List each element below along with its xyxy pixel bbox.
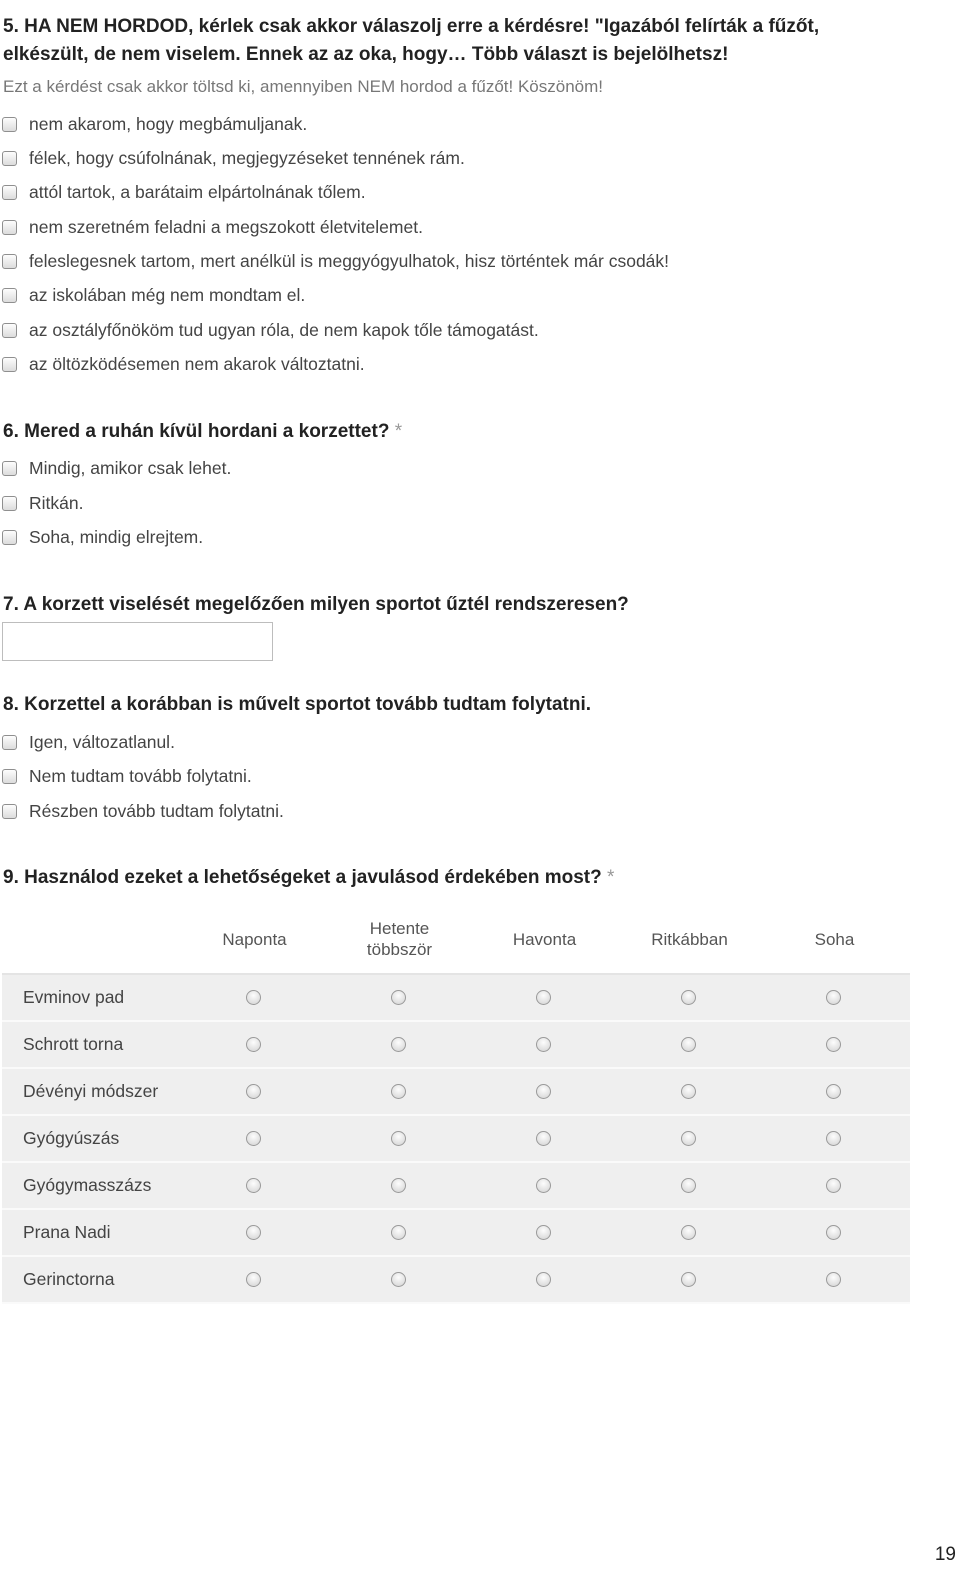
checkbox[interactable] [2, 220, 17, 235]
q5-option[interactable] [2, 180, 366, 204]
checkbox[interactable] [2, 530, 17, 545]
q6-title-text: 6. Mered a ruhán kívül hordani a korzettet? [3, 421, 390, 442]
radio-button[interactable] [391, 990, 406, 1005]
option-label: feleslegesnek tartom, mert anélkül is meggyógyulhatok, hisz történtek már csodák! [29, 250, 670, 271]
checkbox[interactable] [2, 357, 17, 372]
radio-button[interactable] [826, 1037, 841, 1052]
checkbox[interactable] [2, 185, 17, 200]
option-label: Igen, változatlanul. [29, 731, 175, 752]
checkbox[interactable] [2, 254, 17, 269]
q5-option[interactable] [2, 283, 305, 307]
grid-row-label: Prana Nadi [23, 1222, 111, 1242]
q6-option[interactable] [2, 491, 83, 515]
checkbox[interactable] [2, 496, 17, 511]
grid-column-header: Naponta [222, 929, 287, 949]
radio-button[interactable] [246, 1037, 261, 1052]
grid-row [2, 1257, 910, 1304]
radio-button[interactable] [681, 990, 696, 1005]
checkbox[interactable] [2, 323, 17, 338]
q8-option[interactable] [2, 799, 284, 823]
grid-row-label: Evminov pad [23, 987, 125, 1007]
option-label: Mindig, amikor csak lehet. [29, 457, 232, 478]
q5-option[interactable] [2, 146, 465, 170]
q6-option[interactable] [2, 525, 203, 549]
q9-grid-header [2, 905, 910, 975]
option-label: Nem tudtam tovább folytatni. [29, 765, 252, 786]
required-mark: * [607, 867, 615, 888]
option-label: Ritkán. [29, 492, 84, 513]
q8-title: 8. Korzettel a korábban is művelt sportot tovább tudtam folytatni. [3, 694, 592, 715]
radio-button[interactable] [391, 1084, 406, 1099]
option-label: attól tartok, a barátaim elpártolnának tőlem. [29, 181, 366, 202]
grid-row-label: Dévényi módszer [23, 1081, 159, 1101]
option-label: félek, hogy csúfolnának, megjegyzéseket tennének rám. [29, 147, 465, 168]
radio-button[interactable] [826, 1225, 841, 1240]
q6-option[interactable] [2, 456, 231, 480]
checkbox[interactable] [2, 117, 17, 132]
radio-button[interactable] [391, 1225, 406, 1240]
q5-option[interactable] [2, 318, 539, 342]
option-label: az osztályfőnököm tud ugyan róla, de nem kapok tőle támogatást. [29, 319, 539, 340]
radio-button[interactable] [826, 1084, 841, 1099]
q9-grid [2, 905, 910, 1304]
checkbox[interactable] [2, 461, 17, 476]
grid-row-label: Gerinctorna [23, 1269, 115, 1289]
checkbox[interactable] [2, 769, 17, 784]
option-label: nem szeretném feladni a megszokott életvitelemet. [29, 216, 423, 237]
q5-option[interactable] [2, 215, 423, 239]
radio-button[interactable] [536, 1178, 551, 1193]
checkbox[interactable] [2, 735, 17, 750]
radio-button[interactable] [536, 1037, 551, 1052]
grid-column-header: Ritkábban [651, 929, 728, 949]
grid-column-header: Hetente többször [366, 919, 433, 959]
grid-column-header: Soha [814, 929, 855, 949]
radio-button[interactable] [246, 1178, 261, 1193]
grid-row [2, 975, 910, 1022]
option-label: Soha, mindig elrejtem. [29, 526, 204, 547]
q8-option[interactable] [2, 764, 252, 788]
option-label: Részben tovább tudtam folytatni. [29, 800, 284, 821]
radio-button[interactable] [681, 1131, 696, 1146]
radio-button[interactable] [826, 1272, 841, 1287]
radio-button[interactable] [246, 1225, 261, 1240]
q5-title-line1: 5. HA NEM HORDOD, kérlek csak akkor válaszolj erre a kérdésre! "Igazából felírták a fűzőt, [3, 16, 820, 37]
option-label: az iskolában még nem mondtam el. [29, 284, 306, 305]
radio-button[interactable] [681, 1225, 696, 1240]
radio-button[interactable] [536, 1131, 551, 1146]
q9-grid-rows [2, 975, 910, 1304]
q5-title [3, 13, 819, 69]
grid-row-label: Schrott torna [23, 1034, 124, 1054]
radio-button[interactable] [826, 1131, 841, 1146]
radio-button[interactable] [391, 1037, 406, 1052]
radio-button[interactable] [536, 1272, 551, 1287]
grid-column-header: Havonta [512, 929, 577, 949]
radio-button[interactable] [391, 1131, 406, 1146]
checkbox[interactable] [2, 151, 17, 166]
radio-button[interactable] [826, 1178, 841, 1193]
q7-title: 7. A korzett viselését megelőzően milyen sportot űztél rendszeresen? [3, 594, 629, 615]
radio-button[interactable] [826, 990, 841, 1005]
grid-row [2, 1022, 910, 1069]
radio-button[interactable] [536, 1084, 551, 1099]
q5-title-line2: elkészült, de nem viselem. Ennek az az oka, hogy… Több választ is bejelölhetsz! [3, 44, 729, 65]
radio-button[interactable] [681, 1037, 696, 1052]
grid-row [2, 1069, 910, 1116]
radio-button[interactable] [681, 1272, 696, 1287]
grid-row [2, 1210, 910, 1257]
radio-button[interactable] [681, 1178, 696, 1193]
grid-row-label: Gyógymasszázs [23, 1175, 152, 1195]
option-label: nem akarom, hogy megbámuljanak. [29, 113, 308, 134]
q5-option[interactable] [2, 112, 307, 136]
grid-row [2, 1116, 910, 1163]
radio-button[interactable] [391, 1272, 406, 1287]
checkbox[interactable] [2, 804, 17, 819]
page-number: 19 [934, 1544, 956, 1565]
grid-row-label: Gyógyúszás [23, 1128, 120, 1148]
q9-title-text: 9. Használod ezeket a lehetőségeket a javulásod érdekében most? [3, 867, 602, 888]
q6-title [3, 418, 402, 446]
radio-button[interactable] [391, 1178, 406, 1193]
radio-button[interactable] [246, 1131, 261, 1146]
option-label: az öltözködésemen nem akarok változtatni. [29, 353, 365, 374]
grid-row [2, 1163, 910, 1210]
q5-option[interactable] [2, 249, 669, 273]
required-mark: * [394, 421, 403, 442]
radio-button[interactable] [536, 1225, 551, 1240]
q7-text-input[interactable] [2, 622, 273, 661]
radio-button[interactable] [246, 990, 261, 1005]
q5-option[interactable] [2, 352, 365, 376]
radio-button[interactable] [536, 990, 551, 1005]
radio-button[interactable] [681, 1084, 696, 1099]
radio-button[interactable] [246, 1272, 261, 1287]
checkbox[interactable] [2, 288, 17, 303]
q9-title [3, 864, 614, 892]
radio-button[interactable] [246, 1084, 261, 1099]
q5-help-text: Ezt a kérdést csak akkor töltsd ki, amennyiben NEM hordod a fűzőt! Köszönöm! [3, 77, 604, 96]
q8-option[interactable] [2, 730, 175, 754]
